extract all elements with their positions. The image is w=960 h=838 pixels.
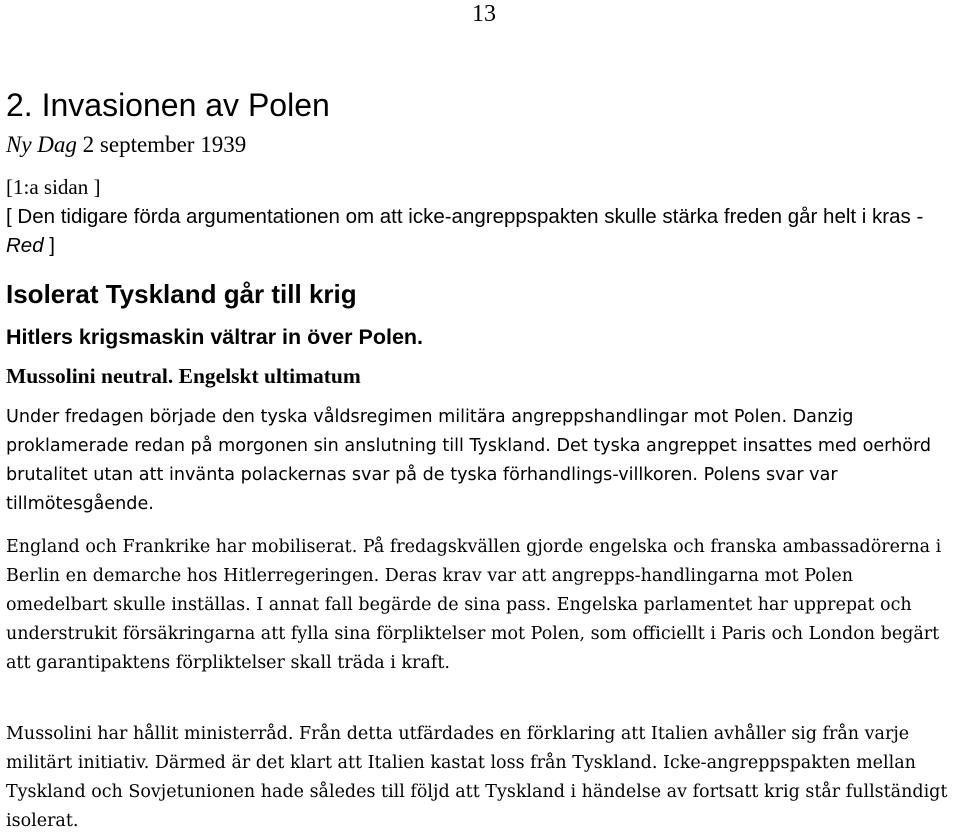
editor-note-text: [ Den tidigare förda argumentationen om att icke-angreppspakten skulle stärka freden går helt i kras -	[6, 205, 924, 228]
paragraph-3: Mussolini har hållit ministerråd. Från detta utfärdades en förklaring att Italien avhåller sig från varje militärt initiativ. Därmed är det klart att Italien kastat loss från Tyskland. Icke-angreppspakten mellan Tyskland och Sovjetunionen hade således till följd att Tyskland i händelse av fortsatt krig står fullständigt isolerat.	[6, 724, 948, 831]
paragraph-1: Under fredagen började den tyska våldsregimen militära angreppshandlingar mot Polen. Danzig proklamerade redan på morgonen sin anslutning till Tyskland. Det tyska angreppet insattes med oerhörd brutalitet utan att invänta polackernas svar på de tyska förhandlings-villkoren. Polens svar var tillmötesgående.	[6, 407, 932, 514]
chapter-title: 2. Invasionen av Polen	[6, 87, 330, 123]
paragraph-2: England och Frankrike har mobiliserat. På fredagskvällen gjorde engelska och franska ambassadörerna i Berlin en demarche hos Hitlerregeringen. Deras krav var att angrepps-handlingarna mot Polen omedelbart skulle inställas. I annat fall begärde de sina pass. Engelska parlamentet har upprepat och understrukit försäkringarna att fylla sina förpliktelser mot Polen, som officiellt i Paris och London begärt att garantipaktens förpliktelser skall träda i kraft.	[6, 537, 942, 673]
dateline	[6, 130, 956, 160]
editor-signature: Red	[6, 234, 44, 257]
publication-date: 2 september 1939	[82, 132, 247, 157]
newspaper-name: Ny Dag	[6, 132, 77, 157]
editor-note	[6, 202, 956, 260]
page-number: 13	[472, 1, 496, 27]
editor-note-close: ]	[43, 234, 56, 257]
headline: Isolerat Tyskland går till krig	[6, 279, 357, 309]
kicker: Mussolini neutral. Engelskt ultimatum	[6, 364, 361, 388]
page-reference: [1:a sidan ]	[6, 175, 101, 199]
subheadline: Hitlers krigsmaskin vältrar in över Polen.	[6, 325, 424, 349]
